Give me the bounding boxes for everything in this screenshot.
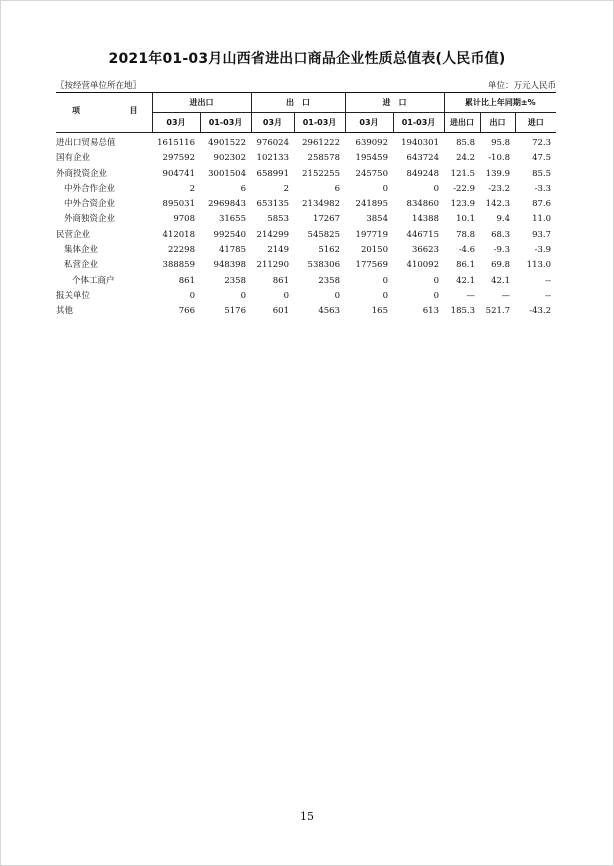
table-cell: 2149 [267,245,289,256]
table-cell: 5176 [224,306,246,317]
sub-header: 03月 [345,113,393,133]
table-cell: 4901522 [208,138,246,148]
table-cell: 0 [189,290,195,301]
table-cell: 601 [272,306,289,317]
table-cell: 17267 [312,214,340,225]
table-cell: 2358 [318,275,340,286]
table-cell: 3854 [366,214,388,225]
group-header-import: 进 口 [345,93,444,113]
table-cell: 42.1 [456,275,475,286]
table-cell: 766 [178,306,195,317]
table-cell: 895031 [162,199,195,210]
table-cell: 653135 [256,199,289,210]
table-cell: 948398 [213,260,246,271]
page-title: 2021年01-03月山西省进出口商品企业性质总值表(人民币值) [108,51,506,67]
table-cell: -- [545,290,552,301]
table-cell: 904741 [162,168,195,179]
table-cell: 613 [422,306,439,317]
table-cell: 31655 [218,214,246,225]
sub-header: 03月 [251,113,294,133]
table-cell: 902302 [213,153,246,164]
table-cell: 41785 [218,245,246,256]
row-label: 进出口贸易总值 [56,138,116,148]
row-label: 外商投资企业 [56,168,108,179]
table-cell: 5853 [267,214,289,225]
table-cell: 861 [272,275,289,286]
table-cell: 2961222 [302,138,340,148]
table-cell: 214299 [256,229,289,240]
table-cell: 78.8 [456,229,475,240]
table-cell: 42.1 [491,275,510,286]
table-cell: 36623 [411,245,439,256]
table-cell: 388859 [162,260,195,271]
table-cell: -3.9 [534,245,552,256]
table-cell: 0 [382,290,388,301]
table-cell: 11.0 [532,214,552,225]
table-cell: 258578 [307,153,340,164]
table-cell: 4563 [318,306,340,317]
table-cell: 24.2 [456,153,475,164]
sub-header: 01-03月 [294,113,345,133]
table-row [56,133,556,152]
table-cell: 834860 [406,199,439,210]
table-cell: 861 [178,275,195,286]
table-cell: 113.0 [526,260,552,271]
sub-header: 出口 [480,113,515,133]
table-cell: 139.9 [485,168,510,179]
table-row [56,167,556,182]
table-cell: — [466,290,475,301]
page-number: 15 [300,810,314,823]
row-label: 报关单位 [56,290,91,301]
table-cell: 20150 [360,245,388,256]
table-row [56,243,556,258]
table-cell: 9.4 [496,214,510,225]
table-cell: 446715 [406,229,439,240]
table-cell: 545825 [307,229,340,240]
table-cell: 177569 [355,260,388,271]
table-cell: 2 [283,183,289,194]
table-cell: 95.8 [491,138,510,148]
item-header [56,93,152,133]
table-row [56,228,556,243]
table-cell: -- [545,275,552,286]
table-row [56,274,556,289]
item-header-b: 目 [129,105,138,115]
table-cell: 2969843 [208,199,246,210]
table-cell: 0 [433,275,439,286]
table-cell: 211290 [256,260,289,271]
table-cell: 87.6 [532,199,552,210]
table-cell: 197719 [355,229,388,240]
row-label: 其他 [56,306,74,317]
group-header-export: 出 口 [251,93,345,113]
table-cell: 297592 [162,153,195,164]
table-cell: 68.3 [491,229,510,240]
table-row [56,197,556,212]
table-cell: 142.3 [485,199,510,210]
table-cell: 72.3 [532,138,552,148]
table-cell: 245750 [355,168,388,179]
table-cell: 849248 [406,168,439,179]
scope-note: 〖按经营单位所在地〗 [56,81,142,91]
table-cell: 195459 [355,153,388,164]
table-row [56,151,556,166]
sub-header: 01-03月 [393,113,444,133]
table-row [56,182,556,197]
table-cell: 521.7 [485,306,510,317]
table-cell: -22.9 [453,183,475,194]
table-cell: 2134982 [302,199,340,210]
table-cell: 538306 [307,260,340,271]
table-body [56,133,556,320]
table-cell: 69.8 [491,260,510,271]
table-row [56,289,556,304]
group-header-growth: 累计比上年同期±% [444,93,556,113]
table-cell: -10.8 [488,153,510,164]
row-label: 国有企业 [56,153,91,164]
table-cell: 2 [189,183,195,194]
item-header-a: 项 [72,105,80,115]
table-cell: 0 [382,275,388,286]
table-cell: 6 [240,183,246,194]
table-row [56,258,556,273]
table-cell: 0 [382,183,388,194]
table-cell: 47.5 [532,153,552,164]
table-cell: 185.3 [450,306,475,317]
table-cell: 0 [433,290,439,301]
table-cell: 165 [371,306,388,317]
table-cell: 9708 [173,214,195,225]
table-cell: 976024 [256,138,289,148]
table-cell: 0 [334,290,340,301]
unit-note: 单位：万元人民币 [487,81,556,91]
row-label: 中外合资企业 [64,199,116,210]
row-label: 中外合作企业 [64,183,116,194]
table-cell: 22298 [167,245,195,256]
header-row-groups [56,93,556,113]
table-cell: 410092 [406,260,439,271]
table-cell: -9.3 [493,245,510,256]
table-cell: 412018 [162,229,195,240]
table-cell: 86.1 [456,260,475,271]
table-row [56,212,556,227]
table-cell: -23.2 [488,183,510,194]
table-cell: 102133 [256,153,289,164]
table-cell: 241895 [355,199,388,210]
table-cell: 0 [240,290,246,301]
table-cell: 643724 [406,153,439,164]
table-cell: 121.5 [450,168,475,179]
sub-header: 03月 [152,113,200,133]
table-cell: 2152255 [302,168,340,179]
sub-header: 进出口 [444,113,480,133]
row-label: 个体工商户 [72,275,115,286]
table-cell: 2358 [224,275,246,286]
table-cell: -4.6 [458,245,475,256]
table-cell: 3001504 [208,168,246,179]
table-cell: — [501,290,510,301]
table-cell: -3.3 [534,183,552,194]
sub-header: 进口 [515,113,556,133]
table-cell: 85.8 [456,138,475,148]
table-cell: 0 [433,183,439,194]
sub-header: 01-03月 [200,113,251,133]
table-cell: 6 [334,183,340,194]
table-cell: 639092 [355,138,388,148]
table-row [56,304,556,319]
table-cell: 93.7 [532,229,552,240]
table-cell: 14388 [411,214,439,225]
row-label: 集体企业 [64,245,99,256]
statistics-table [56,92,556,320]
table-cell: 85.5 [532,168,552,179]
row-label: 民营企业 [56,229,91,240]
table-cell: 1615116 [157,138,195,148]
table-cell: 5162 [318,245,340,256]
row-label: 外商独资企业 [64,214,116,225]
table-cell: -43.2 [529,306,552,317]
table-cell: 123.9 [450,199,475,210]
table-cell: 1940301 [401,138,439,148]
table-cell: 0 [283,290,289,301]
table-cell: 10.1 [456,214,475,225]
row-label: 私营企业 [64,260,99,271]
table-cell: 658991 [256,168,289,179]
group-header-total: 进出口 [152,93,251,113]
table-cell: 992540 [213,229,246,240]
